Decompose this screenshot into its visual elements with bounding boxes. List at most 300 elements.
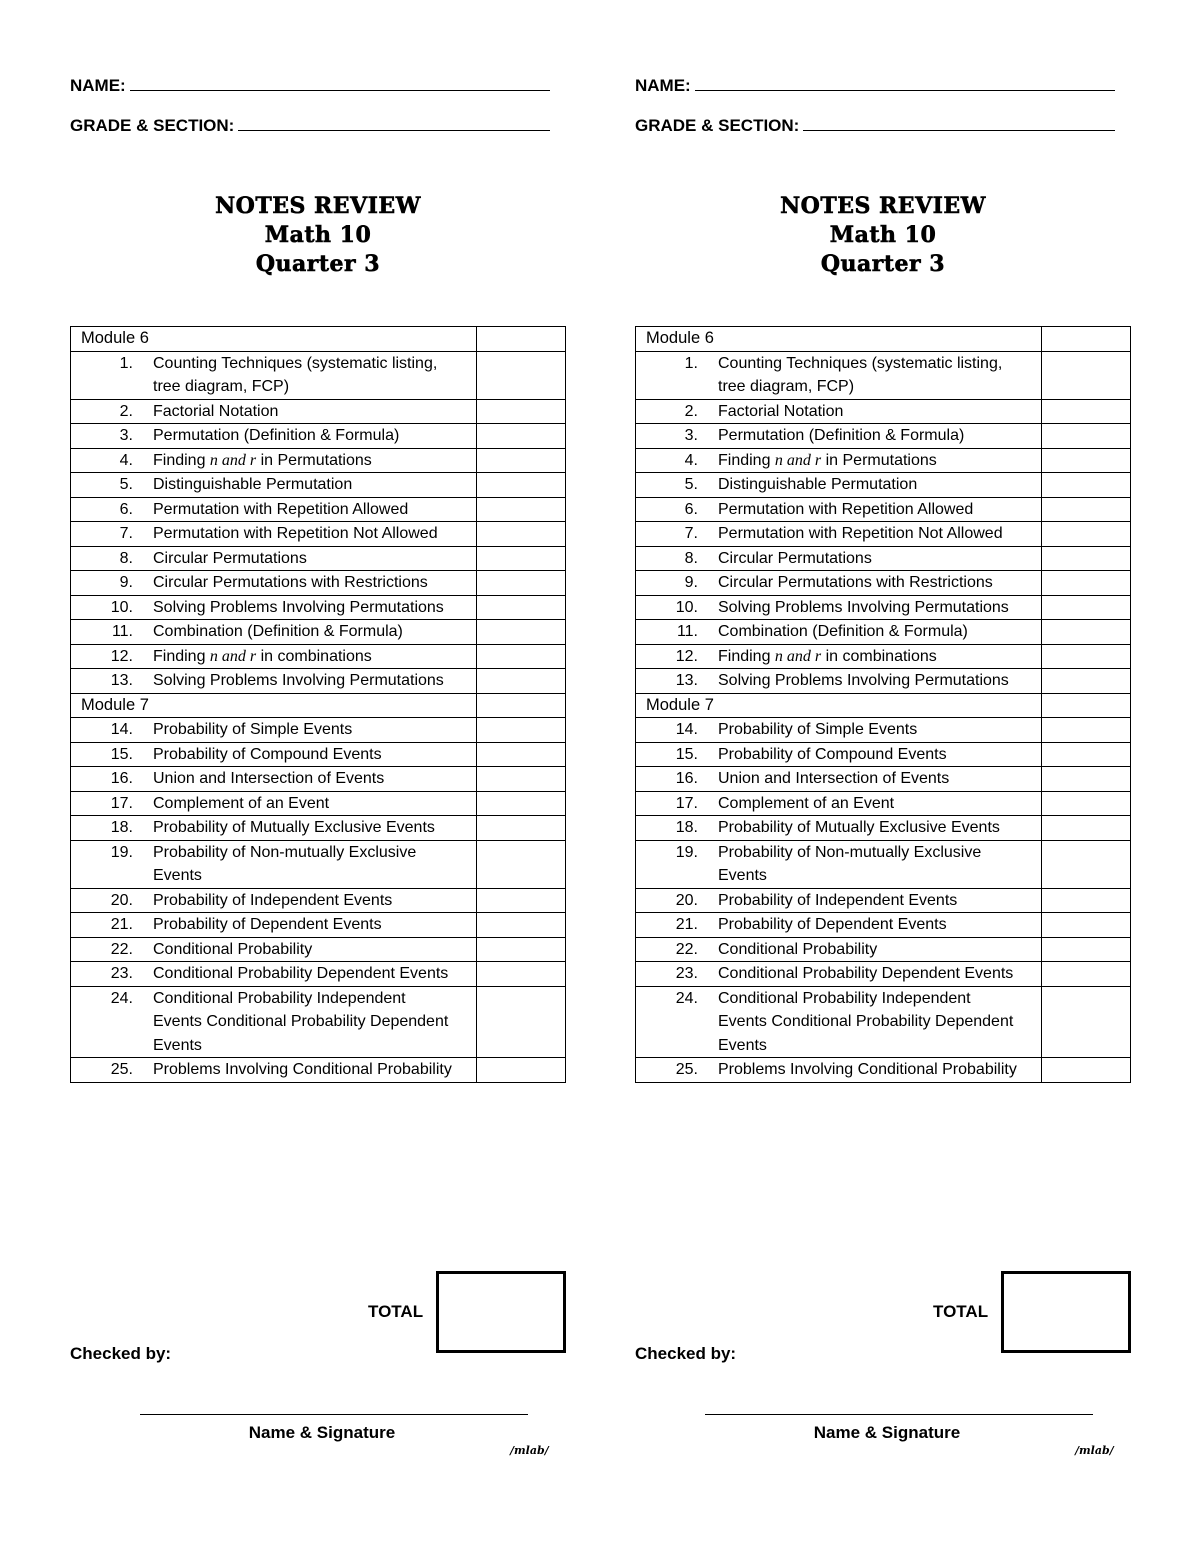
item-cell (636, 888, 1042, 913)
item-cell (71, 399, 477, 424)
check-box-cell[interactable] (1042, 595, 1131, 620)
item-text: Factorial Notation (153, 402, 279, 420)
list-item (636, 718, 1041, 742)
item-number: 17. (110, 794, 133, 812)
table-row (71, 791, 566, 816)
item-text: Union and Intersection of Events (153, 770, 385, 787)
item-cell (636, 497, 1042, 522)
module-heading: Module 6 (71, 327, 477, 352)
list-item (636, 620, 1041, 644)
item-number: 1. (119, 354, 133, 372)
check-box-cell[interactable] (1042, 497, 1131, 522)
list-item (71, 449, 476, 473)
item-number: 12. (675, 647, 698, 665)
item-cell (636, 816, 1042, 841)
list-item (71, 767, 476, 791)
check-box-cell[interactable] (1042, 351, 1131, 399)
item-text: Solving Problems Involving Permutations (718, 672, 1009, 689)
check-box-cell[interactable] (477, 742, 566, 767)
list-item (71, 547, 476, 571)
item-number: 14. (110, 721, 133, 738)
item-number: 24. (110, 989, 133, 1007)
module-6-row (636, 327, 1131, 352)
list-item (71, 841, 476, 888)
name-label: NAME: (635, 76, 691, 95)
table-row (636, 888, 1131, 913)
check-box-cell[interactable] (1042, 742, 1131, 767)
table-row (71, 546, 566, 571)
item-number: 9. (684, 574, 698, 591)
check-box-cell[interactable] (1042, 840, 1131, 888)
item-text: Solving Problems Involving Permutations (153, 672, 444, 689)
item-text: Probability of Independent Events (153, 891, 393, 909)
list-item (636, 938, 1041, 962)
item-cell (636, 546, 1042, 571)
total-label: TOTAL (933, 1302, 989, 1321)
item-text: Probability of Compound Events (718, 745, 947, 763)
list-item (71, 400, 476, 424)
module-box-cell[interactable] (1042, 327, 1131, 352)
table-row (636, 448, 1131, 473)
item-cell (71, 669, 477, 694)
list-item (71, 816, 476, 840)
table-row (636, 497, 1131, 522)
item-text: Solving Problems Involving Permutations (153, 598, 444, 616)
item-text: Permutation with Repetition Allowed (153, 500, 409, 518)
item-cell (636, 571, 1042, 596)
table-row (71, 399, 566, 424)
item-number: 15. (675, 745, 698, 763)
table-row (71, 986, 566, 1058)
check-box-cell[interactable] (1042, 669, 1131, 694)
table-row (71, 962, 566, 987)
title-block (635, 192, 1131, 279)
list-item (71, 522, 476, 546)
check-box-cell[interactable] (477, 473, 566, 498)
item-number: 24. (675, 989, 698, 1007)
check-box-cell[interactable] (477, 986, 566, 1058)
title-quarter: Quarter 3 (255, 251, 381, 277)
table-row (636, 644, 1131, 669)
item-cell (636, 424, 1042, 449)
item-cell (71, 546, 477, 571)
list-item (636, 498, 1041, 522)
item-number: 4. (684, 451, 698, 469)
title-subject: Math 10 (829, 222, 937, 248)
item-cell (636, 351, 1042, 399)
item-cell (71, 620, 477, 645)
list-item (71, 792, 476, 816)
grade-section-field[interactable] (635, 116, 1115, 136)
item-number: 10. (675, 598, 698, 616)
item-cell (636, 840, 1042, 888)
list-item (636, 767, 1041, 791)
review-form-right (635, 0, 1135, 1553)
grade-section-label: GRADE & SECTION: (70, 116, 235, 135)
item-number: 23. (675, 965, 698, 982)
total-box[interactable] (1001, 1271, 1131, 1353)
item-variable: n and r (774, 451, 822, 469)
module-7-row (71, 693, 566, 718)
list-item (636, 645, 1041, 669)
check-box-cell[interactable] (477, 913, 566, 938)
check-box-cell[interactable] (1042, 546, 1131, 571)
check-box-cell[interactable] (1042, 620, 1131, 645)
check-box-cell[interactable] (1042, 522, 1131, 547)
item-number: 10. (110, 598, 133, 616)
item-text: Conditional Probability Dependent Events (153, 965, 449, 982)
title-notes-review: NOTES REVIEW (215, 193, 421, 219)
item-text: Probability of Mutually Exclusive Events (153, 819, 435, 836)
item-cell (71, 791, 477, 816)
item-text: Problems Involving Conditional Probability (718, 1061, 1017, 1078)
table-row (71, 571, 566, 596)
item-number: 25. (110, 1061, 133, 1078)
check-box-cell[interactable] (477, 816, 566, 841)
item-number: 5. (119, 476, 133, 493)
table-row (636, 1058, 1131, 1083)
item-text: Probability of Mutually Exclusive Events (718, 819, 1000, 836)
name-field[interactable] (635, 76, 1115, 96)
item-cell (71, 962, 477, 987)
table-row (636, 546, 1131, 571)
check-box-cell[interactable] (477, 791, 566, 816)
list-item (636, 400, 1041, 424)
table-row (636, 962, 1131, 987)
check-box-cell[interactable] (477, 546, 566, 571)
item-number: 13. (675, 672, 698, 689)
item-text-post: in Permutations (256, 451, 372, 469)
check-box-cell[interactable] (477, 522, 566, 547)
module-heading: Module 6 (636, 327, 1042, 352)
table-row (636, 767, 1131, 792)
item-text-pre: Finding (718, 647, 775, 665)
list-item (71, 938, 476, 962)
author-mark: /mlab/ (1075, 1444, 1114, 1457)
title-subject: Math 10 (264, 222, 372, 248)
check-box-cell[interactable] (477, 620, 566, 645)
item-number: 3. (684, 427, 698, 444)
item-number: 11. (111, 623, 133, 640)
table-row (71, 767, 566, 792)
item-cell (636, 620, 1042, 645)
item-text: Probability of Non-mutually Exclusive Events (718, 843, 982, 884)
list-item (636, 596, 1041, 620)
table-row (71, 620, 566, 645)
list-item (71, 889, 476, 913)
checked-by-label: Checked by: (635, 1344, 737, 1363)
table-row (71, 840, 566, 888)
table-row (71, 669, 566, 694)
item-cell (71, 767, 477, 792)
item-text: Probability of Simple Events (718, 721, 918, 738)
signature-label: Name & Signature (248, 1423, 396, 1442)
item-text: Solving Problems Involving Permutations (718, 598, 1009, 616)
check-box-cell[interactable] (1042, 448, 1131, 473)
item-number: 17. (675, 794, 698, 812)
table-row (636, 424, 1131, 449)
check-box-cell[interactable] (477, 571, 566, 596)
list-item (71, 718, 476, 742)
table-row (636, 937, 1131, 962)
item-cell (636, 644, 1042, 669)
check-box-cell[interactable] (477, 767, 566, 792)
check-box-cell[interactable] (477, 644, 566, 669)
item-cell (71, 424, 477, 449)
list-item (636, 669, 1041, 693)
item-cell (636, 448, 1042, 473)
item-text: Conditional Probability (718, 940, 878, 958)
item-number: 13. (110, 672, 133, 689)
item-number: 16. (675, 770, 698, 787)
table-row (71, 595, 566, 620)
item-number: 22. (675, 940, 698, 958)
item-cell (71, 644, 477, 669)
check-box-cell[interactable] (1042, 644, 1131, 669)
item-text: Circular Permutations (153, 549, 307, 567)
item-cell (71, 718, 477, 743)
table-row (71, 816, 566, 841)
table-row (636, 669, 1131, 694)
item-cell (636, 767, 1042, 792)
check-box-cell[interactable] (1042, 791, 1131, 816)
grade-section-line (238, 116, 550, 131)
module-heading: Module 7 (71, 693, 477, 718)
item-cell (636, 742, 1042, 767)
check-box-cell[interactable] (1042, 937, 1131, 962)
list-item (71, 571, 476, 595)
list-item (636, 889, 1041, 913)
table-row (71, 497, 566, 522)
list-item (636, 743, 1041, 767)
table-row (636, 522, 1131, 547)
item-number: 7. (684, 525, 698, 542)
check-box-cell[interactable] (1042, 424, 1131, 449)
signature-line (705, 1414, 1093, 1415)
check-box-cell[interactable] (1042, 986, 1131, 1058)
table-row (636, 742, 1131, 767)
table-row (71, 888, 566, 913)
list-item (636, 522, 1041, 546)
list-item (636, 352, 1041, 399)
item-number: 2. (684, 402, 698, 420)
table-row (636, 816, 1131, 841)
review-table (635, 326, 1131, 1083)
table-row (636, 986, 1131, 1058)
check-box-cell[interactable] (1042, 718, 1131, 743)
item-text-pre: Finding (153, 451, 210, 469)
item-cell (71, 473, 477, 498)
check-box-cell[interactable] (1042, 962, 1131, 987)
check-box-cell[interactable] (477, 595, 566, 620)
table-row (636, 913, 1131, 938)
item-text: Distinguishable Permutation (153, 476, 353, 493)
list-item (71, 1058, 476, 1082)
table-row (636, 718, 1131, 743)
table-row (636, 473, 1131, 498)
item-text: Permutation (Definition & Formula) (718, 427, 965, 444)
check-box-cell[interactable] (477, 669, 566, 694)
item-number: 20. (675, 891, 698, 909)
list-item (636, 816, 1041, 840)
module-box-cell[interactable] (1042, 693, 1131, 718)
list-item (636, 987, 1041, 1058)
item-cell (636, 473, 1042, 498)
item-text: Conditional Probability Independent Events Conditional Probability Dependent Events (153, 989, 449, 1054)
item-text: Permutation (Definition & Formula) (153, 427, 400, 444)
check-box-cell[interactable] (1042, 399, 1131, 424)
check-box-cell[interactable] (477, 962, 566, 987)
signature-label: Name & Signature (813, 1423, 961, 1442)
item-text: Probability of Compound Events (153, 745, 382, 763)
list-item (636, 547, 1041, 571)
item-cell (636, 962, 1042, 987)
check-box-cell[interactable] (1042, 888, 1131, 913)
item-cell (71, 497, 477, 522)
item-number: 1. (684, 354, 698, 372)
title-notes-review: NOTES REVIEW (780, 193, 986, 219)
list-item (71, 352, 476, 399)
item-number: 22. (110, 940, 133, 958)
item-text: Factorial Notation (718, 402, 844, 420)
total-label: TOTAL (368, 1302, 424, 1321)
name-label: NAME: (70, 76, 126, 95)
table-row (636, 840, 1131, 888)
item-cell (71, 571, 477, 596)
item-number: 12. (110, 647, 133, 665)
check-box-cell[interactable] (1042, 816, 1131, 841)
table-row (71, 522, 566, 547)
item-number: 19. (110, 843, 133, 861)
list-item (636, 841, 1041, 888)
item-variable: n and r (209, 647, 257, 665)
module-7-row (636, 693, 1131, 718)
module-heading: Module 7 (636, 693, 1042, 718)
item-text: Counting Techniques (systematic listing, tree diagram, FCP) (153, 354, 438, 395)
list-item (71, 424, 476, 448)
item-cell (636, 986, 1042, 1058)
check-box-cell[interactable] (477, 718, 566, 743)
name-line (695, 76, 1115, 91)
table-row (636, 399, 1131, 424)
table-row (636, 620, 1131, 645)
item-text (133, 645, 453, 669)
item-text: Permutation with Repetition Allowed (718, 500, 974, 518)
check-box-cell[interactable] (1042, 767, 1131, 792)
check-box-cell[interactable] (1042, 571, 1131, 596)
table-row (71, 448, 566, 473)
list-item (71, 743, 476, 767)
list-item (636, 424, 1041, 448)
item-cell (636, 522, 1042, 547)
review-form-left (70, 0, 570, 1553)
table-row (71, 937, 566, 962)
check-box-cell[interactable] (477, 888, 566, 913)
item-number: 21. (110, 916, 133, 933)
item-text: Counting Techniques (systematic listing, tree diagram, FCP) (718, 354, 1003, 395)
list-item (71, 987, 476, 1058)
list-item (636, 962, 1041, 986)
check-box-cell[interactable] (477, 424, 566, 449)
check-box-cell[interactable] (477, 448, 566, 473)
item-text (133, 449, 453, 473)
item-cell (71, 913, 477, 938)
item-cell (71, 522, 477, 547)
check-box-cell[interactable] (1042, 473, 1131, 498)
check-box-cell[interactable] (1042, 1058, 1131, 1083)
item-variable: n and r (209, 451, 257, 469)
check-box-cell[interactable] (1042, 913, 1131, 938)
item-cell (71, 595, 477, 620)
module-box-cell[interactable] (477, 693, 566, 718)
item-number: 18. (675, 819, 698, 836)
table-row (71, 424, 566, 449)
item-cell (71, 840, 477, 888)
module-box-cell[interactable] (477, 327, 566, 352)
item-cell (71, 986, 477, 1058)
item-cell (71, 742, 477, 767)
item-number: 5. (684, 476, 698, 493)
item-text: Distinguishable Permutation (718, 476, 918, 493)
name-field[interactable] (70, 76, 550, 96)
item-number: 6. (119, 500, 133, 518)
total-box[interactable] (436, 1271, 566, 1353)
grade-section-field[interactable] (70, 116, 550, 136)
item-number: 11. (676, 623, 698, 640)
table-row (71, 718, 566, 743)
item-number: 9. (119, 574, 133, 591)
list-item (71, 498, 476, 522)
item-text (698, 645, 1018, 669)
check-box-cell[interactable] (477, 1058, 566, 1083)
item-cell (71, 888, 477, 913)
item-cell (71, 816, 477, 841)
item-number: 15. (110, 745, 133, 763)
item-number: 2. (119, 402, 133, 420)
item-text-post: in combinations (821, 647, 937, 665)
item-text: Permutation with Repetition Not Allowed (153, 525, 438, 542)
list-item (71, 669, 476, 693)
item-text: Probability of Dependent Events (718, 916, 947, 933)
item-cell (636, 1058, 1042, 1083)
table-row (636, 571, 1131, 596)
item-cell (636, 595, 1042, 620)
item-cell (636, 718, 1042, 743)
item-text: Conditional Probability (153, 940, 313, 958)
check-box-cell[interactable] (477, 497, 566, 522)
check-box-cell[interactable] (477, 399, 566, 424)
check-box-cell[interactable] (477, 840, 566, 888)
item-number: 23. (110, 965, 133, 982)
item-text: Circular Permutations (718, 549, 872, 567)
item-text: Probability of Simple Events (153, 721, 353, 738)
item-cell (636, 791, 1042, 816)
check-box-cell[interactable] (477, 351, 566, 399)
list-item (71, 962, 476, 986)
item-text: Union and Intersection of Events (718, 770, 950, 787)
item-number: 14. (675, 721, 698, 738)
item-number: 18. (110, 819, 133, 836)
table-row (71, 1058, 566, 1083)
check-box-cell[interactable] (477, 937, 566, 962)
item-text-post: in Permutations (821, 451, 937, 469)
item-number: 6. (684, 500, 698, 518)
item-text: Complement of an Event (718, 794, 895, 812)
list-item (71, 645, 476, 669)
table-row (71, 742, 566, 767)
item-text: Circular Permutations with Restrictions (718, 574, 993, 591)
table-row (636, 351, 1131, 399)
